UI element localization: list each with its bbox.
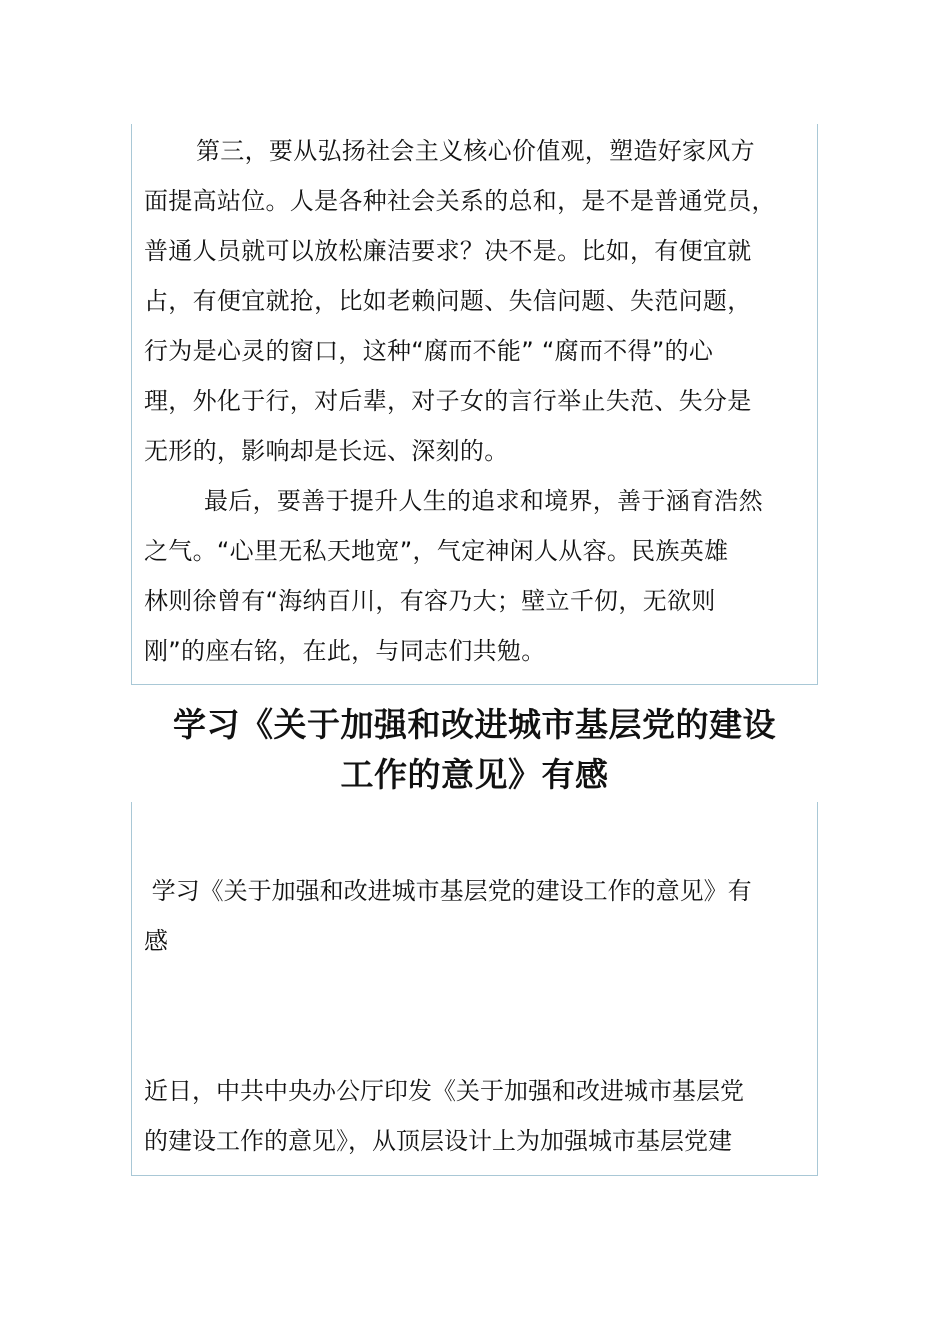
text-line: 最后，要善于提升人生的追求和境界，善于涵育浩然 [204,487,763,515]
text-line: 第三，要从弘扬社会主义核心价值观，塑造好家风方 [196,137,755,165]
heading-line: 工作的意见》有感 [340,755,609,794]
upper-text-frame [131,124,818,685]
paragraph-closing [144,476,804,676]
article-lead-paragraph [144,1066,804,1166]
text-line: 行为是心灵的窗口，这种“腐而不能” “腐而不得”的心 [144,337,714,365]
text-line: 占，有便宜就抢，比如老赖问题、失信问题、失范问题， [144,287,752,315]
subtitle-line: 感 [144,927,168,955]
text-line: 刚”的座右铭，在此，与同志们共勉。 [144,637,546,665]
text-line: 的建设工作的意见》，从顶层设计上为加强城市基层党建 [144,1127,732,1155]
paragraph-third-point [144,126,804,476]
article-heading [131,700,818,800]
text-line: 无形的，影响却是长远、深刻的。 [144,437,509,465]
lower-text-frame [131,802,818,1176]
text-line: 面提高站位。人是各种社会关系的总和，是不是普通党员， [144,187,776,215]
text-line: 之气。“心里无私天地宽”，气定神闲人从容。民族英雄 [144,537,729,565]
article-subtitle [144,866,804,966]
heading-line: 学习《关于加强和改进城市基层党的建设 [173,705,776,744]
text-line: 林则徐曾有“海纳百川，有容乃大；壁立千仞，无欲则 [144,587,716,615]
text-line: 普通人员就可以放松廉洁要求？决不是。比如，有便宜就 [144,237,752,265]
text-line: 理，外化于行，对后辈，对子女的言行举止失范、失分是 [144,387,752,415]
subtitle-line: 学习《关于加强和改进城市基层党的建设工作的意见》有 [144,877,752,905]
text-line: 近日，中共中央办公厅印发《关于加强和改进城市基层党 [144,1077,744,1105]
